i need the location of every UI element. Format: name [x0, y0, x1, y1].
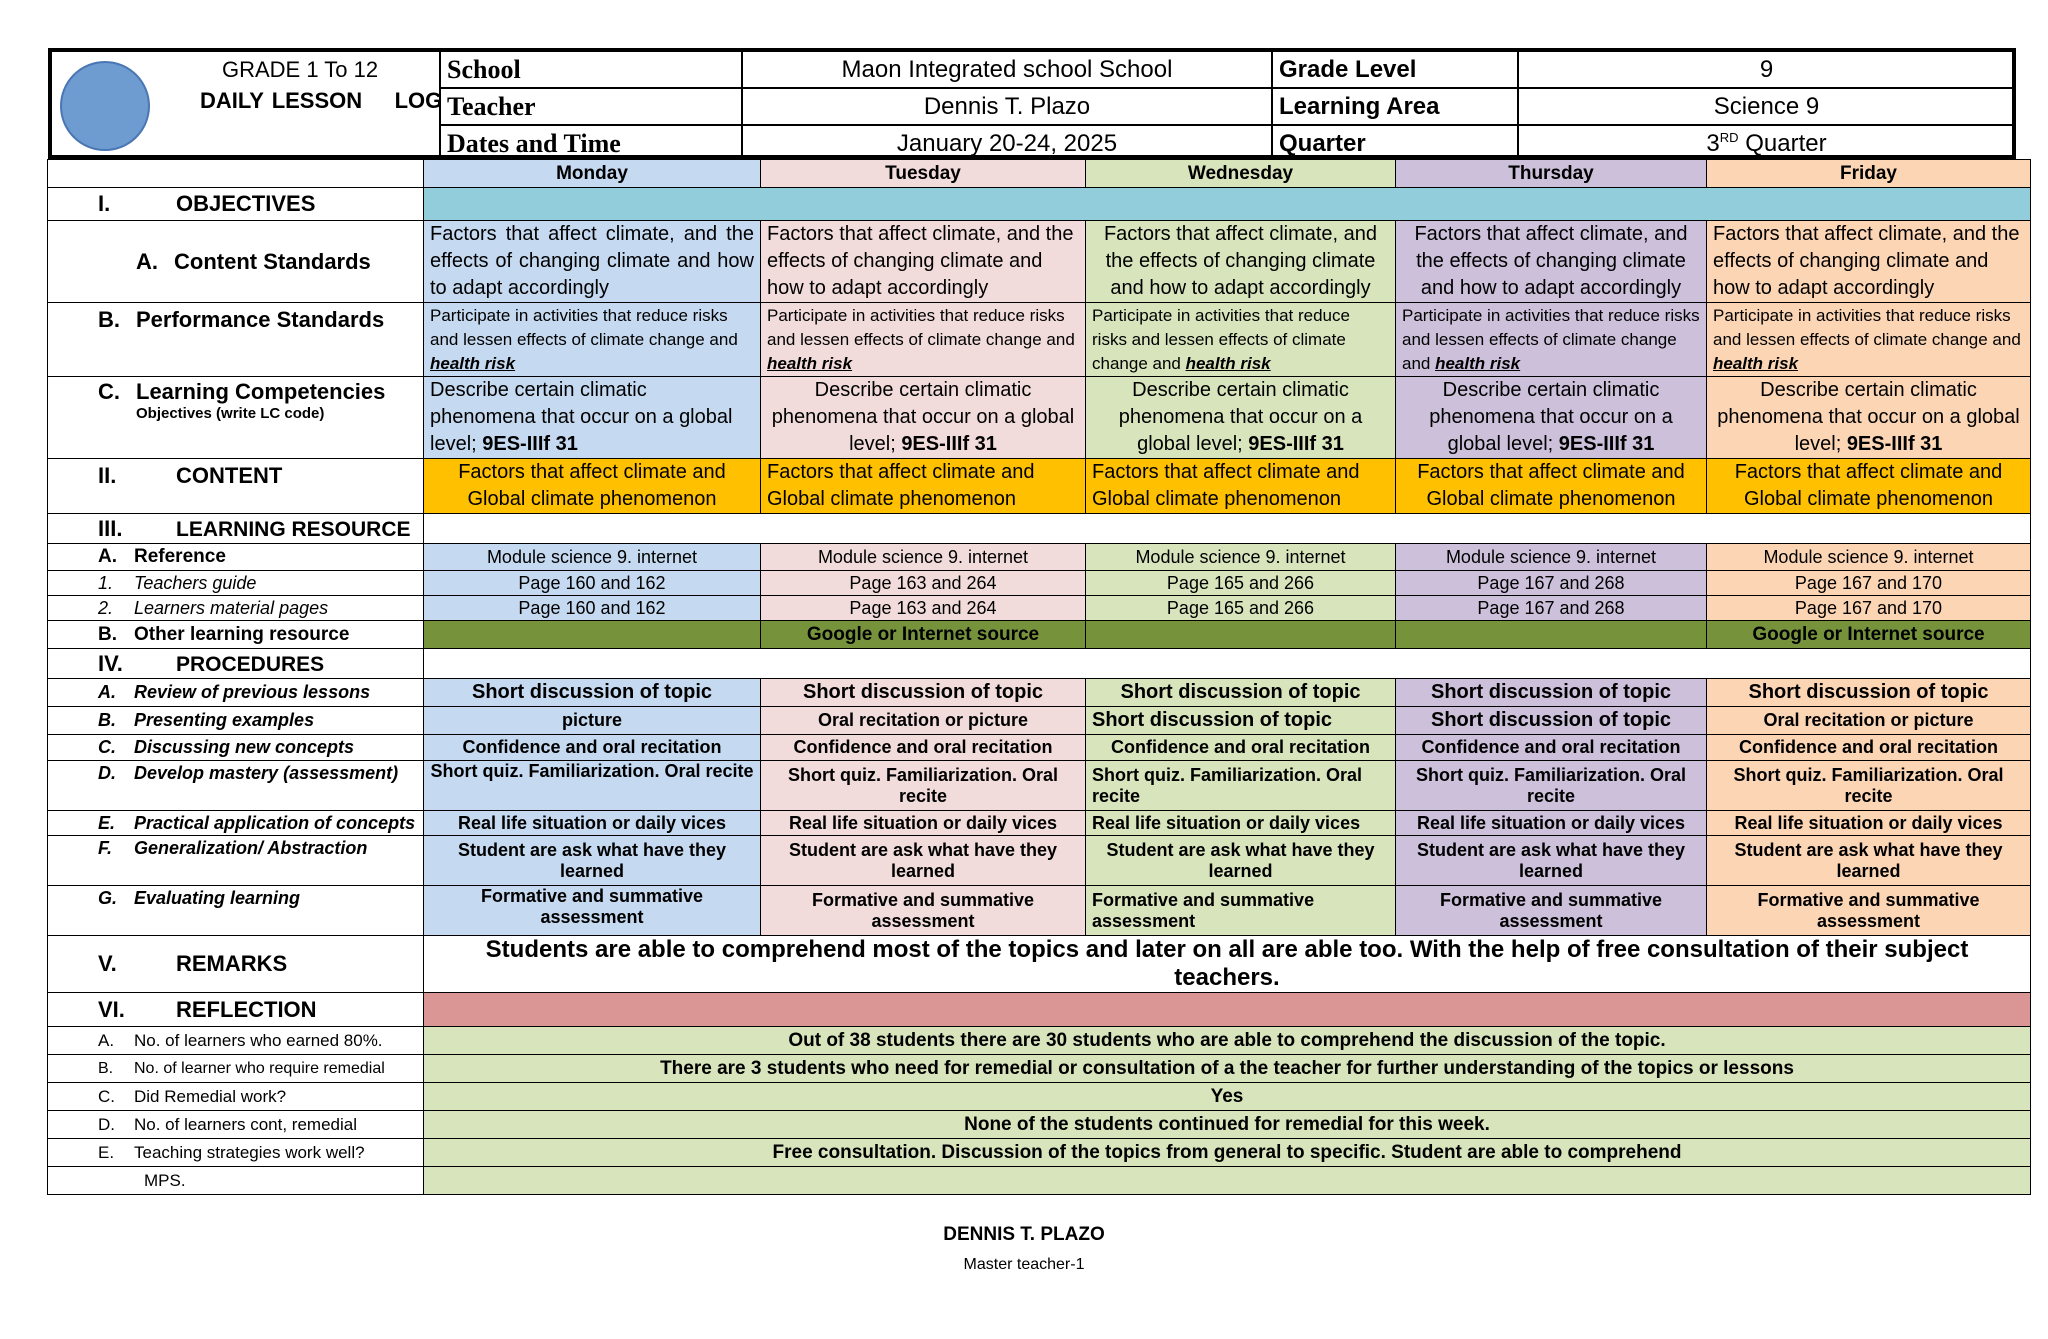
reflection-a-label: A. No. of learners who earned 80%. [48, 1027, 424, 1055]
review-tuesday: Short discussion of topic [761, 679, 1086, 707]
tg-friday: Page 167 and 170 [1707, 571, 2031, 596]
dates-label: Dates and Time [440, 125, 742, 162]
other-wednesday [1086, 621, 1396, 649]
reference-monday: Module science 9. internet [424, 544, 761, 571]
discuss-friday: Confidence and oral recitation [1707, 735, 2031, 761]
general-tuesday: Student are ask what have they learned [761, 836, 1086, 886]
procedures-band [424, 649, 2031, 679]
practical-monday: Real life situation or daily vices [424, 811, 761, 836]
content-heading: II. CONTENT [48, 459, 424, 514]
develop-wednesday: Short quiz. Familiarization. Oral recite [1086, 761, 1396, 811]
corner-cell [48, 160, 424, 188]
reference-tuesday: Module science 9. internet [761, 544, 1086, 571]
evaluate-thursday: Formative and summative assessment [1396, 886, 1707, 936]
practical-friday: Real life situation or daily vices [1707, 811, 2031, 836]
teacher-label: Teacher [440, 88, 742, 125]
perf-std-wednesday: Participate in activities that reduce risks and lessen effects of climate change and health risk [1086, 303, 1396, 377]
reflection-band [424, 993, 2031, 1027]
reference-thursday: Module science 9. internet [1396, 544, 1707, 571]
other-monday [424, 621, 761, 649]
general-thursday: Student are ask what have they learned [1396, 836, 1707, 886]
reflection-heading: VI. REFLECTION [48, 993, 424, 1027]
evaluate-tuesday: Formative and summative assessment [761, 886, 1086, 936]
day-header-tuesday: Tuesday [761, 160, 1086, 188]
proc-develop-label: D. Develop mastery (assessment) [48, 761, 424, 811]
reference-wednesday: Module science 9. internet [1086, 544, 1396, 571]
content-wednesday: Factors that affect climate and Global climate phenomenon [1086, 459, 1396, 514]
practical-thursday: Real life situation or daily vices [1396, 811, 1707, 836]
school-value: Maon Integrated school School [742, 51, 1272, 88]
objectives-heading: I. OBJECTIVES [48, 188, 424, 221]
reflection-e-value: Free consultation. Discussion of the topics from general to specific. Student are able to comprehend [424, 1139, 2031, 1167]
reflection-e-label: E. Teaching strategies work well? [48, 1139, 424, 1167]
remarks-heading: V. REMARKS [48, 936, 424, 993]
perf-std-tuesday: Participate in activities that reduce risks and lessen effects of climate change and health risk [761, 303, 1086, 377]
other-resource-label: B. Other learning resource [48, 621, 424, 649]
present-wednesday: Short discussion of topic [1086, 707, 1396, 735]
lm-tuesday: Page 163 and 264 [761, 596, 1086, 621]
develop-monday: Short quiz. Familiarization. Oral recite [424, 761, 761, 811]
other-tuesday: Google or Internet source [761, 621, 1086, 649]
learning-resource-band [424, 514, 2031, 544]
content-std-wednesday: Factors that affect climate, and the effects of changing climate and how to adapt accordingly [1086, 221, 1396, 303]
dll-label: DAILY LESSON LOG [200, 88, 443, 113]
general-friday: Student are ask what have they learned [1707, 836, 2031, 886]
lesson-table [47, 159, 2031, 1195]
present-thursday: Short discussion of topic [1396, 707, 1707, 735]
reflection-c-value: Yes [424, 1083, 2031, 1111]
lc-monday: Describe certain climatic phenomena that occur on a global level; 9ES-IIIf 31 [424, 377, 761, 459]
discuss-wednesday: Confidence and oral recitation [1086, 735, 1396, 761]
content-friday: Factors that affect climate and Global climate phenomenon [1707, 459, 2031, 514]
quarter-label: Quarter [1272, 125, 1518, 162]
reflection-b-value: There are 3 students who need for remedial or consultation of a the teacher for further understanding of the topics or lessons [424, 1055, 2031, 1083]
review-thursday: Short discussion of topic [1396, 679, 1707, 707]
learning-area-value: Science 9 [1518, 88, 2015, 125]
review-friday: Short discussion of topic [1707, 679, 2031, 707]
reference-label: A. Reference [48, 544, 424, 571]
grade-level-label: Grade Level [1272, 51, 1518, 88]
mps-label: MPS. [48, 1167, 424, 1195]
tg-thursday: Page 167 and 268 [1396, 571, 1707, 596]
review-monday: Short discussion of topic [424, 679, 761, 707]
learning-competencies-label: C. Learning Competencies Objectives (write LC code) [48, 377, 424, 459]
perf-std-thursday: Participate in activities that reduce risks and lessen effects of climate change and health risk [1396, 303, 1707, 377]
header-info-table [439, 50, 2016, 163]
discuss-tuesday: Confidence and oral recitation [761, 735, 1086, 761]
content-tuesday: Factors that affect climate and Global climate phenomenon [761, 459, 1086, 514]
proc-presenting-label: B. Presenting examples [48, 707, 424, 735]
mps-value [424, 1167, 2031, 1195]
day-header-wednesday: Wednesday [1086, 160, 1396, 188]
signature-name: DENNIS T. PLAZO [943, 1224, 1105, 1245]
lc-friday: Describe certain climatic phenomena that occur on a global level; 9ES-IIIf 31 [1707, 377, 2031, 459]
other-friday: Google or Internet source [1707, 621, 2031, 649]
day-header-monday: Monday [424, 160, 761, 188]
reflection-d-label: D. No. of learners cont, remedial [48, 1111, 424, 1139]
develop-thursday: Short quiz. Familiarization. Oral recite [1396, 761, 1707, 811]
proc-evaluating-label: G. Evaluating learning [48, 886, 424, 936]
objectives-band [424, 188, 2031, 221]
learners-material-label: 2. Learners material pages [48, 596, 424, 621]
quarter-value: 3RD Quarter [1518, 125, 2015, 162]
evaluate-friday: Formative and summative assessment [1707, 886, 2031, 936]
perf-std-monday: Participate in activities that reduce risks and lessen effects of climate change and health risk [424, 303, 761, 377]
content-thursday: Factors that affect climate and Global climate phenomenon [1396, 459, 1707, 514]
performance-standards-label: B. Performance Standards [48, 303, 424, 377]
day-header-thursday: Thursday [1396, 160, 1707, 188]
content-standards-label: A. Content Standards [48, 221, 424, 303]
lm-thursday: Page 167 and 268 [1396, 596, 1707, 621]
reflection-b-label: B. No. of learner who require remedial [48, 1055, 424, 1083]
content-std-tuesday: Factors that affect climate, and the effects of changing climate and how to adapt accordingly [761, 221, 1086, 303]
discuss-monday: Confidence and oral recitation [424, 735, 761, 761]
teacher-value: Dennis T. Plazo [742, 88, 1272, 125]
grade-label: GRADE 1 To 12 [222, 57, 379, 82]
tg-monday: Page 160 and 162 [424, 571, 761, 596]
lm-monday: Page 160 and 162 [424, 596, 761, 621]
learning-area-label: Learning Area [1272, 88, 1518, 125]
signature-role: Master teacher-1 [963, 1256, 1085, 1273]
proc-review-label: A. Review of previous lessons [48, 679, 424, 707]
remarks-text: Students are able to comprehend most of the topics and later on all are able too. With the help of free consultation of their subject teachers. [424, 936, 2031, 993]
proc-generalization-label: F. Generalization/ Abstraction [48, 836, 424, 886]
practical-wednesday: Real life situation or daily vices [1086, 811, 1396, 836]
reflection-c-label: C. Did Remedial work? [48, 1083, 424, 1111]
develop-friday: Short quiz. Familiarization. Oral recite [1707, 761, 2031, 811]
grade-level-value: 9 [1518, 51, 2015, 88]
evaluate-wednesday: Formative and summative assessment [1086, 886, 1396, 936]
lm-wednesday: Page 165 and 266 [1086, 596, 1396, 621]
lc-wednesday: Describe certain climatic phenomena that occur on a global level; 9ES-IIIf 31 [1086, 377, 1396, 459]
general-monday: Student are ask what have they learned [424, 836, 761, 886]
learning-resource-heading: III. LEARNING RESOURCE [48, 514, 424, 544]
lc-tuesday: Describe certain climatic phenomena that occur on a global level; 9ES-IIIf 31 [761, 377, 1086, 459]
procedures-heading: IV. PROCEDURES [48, 649, 424, 679]
perf-std-friday: Participate in activities that reduce risks and lessen effects of climate change and health risk [1707, 303, 2031, 377]
lm-friday: Page 167 and 170 [1707, 596, 2031, 621]
content-monday: Factors that affect climate and Global climate phenomenon [424, 459, 761, 514]
tg-wednesday: Page 165 and 266 [1086, 571, 1396, 596]
content-std-friday: Factors that affect climate, and the effects of changing climate and how to adapt accordingly [1707, 221, 2031, 303]
present-friday: Oral recitation or picture [1707, 707, 2031, 735]
discuss-thursday: Confidence and oral recitation [1396, 735, 1707, 761]
practical-tuesday: Real life situation or daily vices [761, 811, 1086, 836]
school-label: School [440, 51, 742, 88]
lc-thursday: Describe certain climatic phenomena that occur on a global level; 9ES-IIIf 31 [1396, 377, 1707, 459]
dates-value: January 20-24, 2025 [742, 125, 1272, 162]
proc-discussing-label: C. Discussing new concepts [48, 735, 424, 761]
reference-friday: Module science 9. internet [1707, 544, 2031, 571]
develop-tuesday: Short quiz. Familiarization. Oral recite [761, 761, 1086, 811]
tg-tuesday: Page 163 and 264 [761, 571, 1086, 596]
content-std-monday: Factors that affect climate, and the effects of changing climate and how to adapt accordingly [424, 221, 761, 303]
teachers-guide-label: 1. Teachers guide [48, 571, 424, 596]
general-wednesday: Student are ask what have they learned [1086, 836, 1396, 886]
other-thursday [1396, 621, 1707, 649]
reflection-a-value: Out of 38 students there are 30 students who are able to comprehend the discussion of the topic. [424, 1027, 2031, 1055]
review-wednesday: Short discussion of topic [1086, 679, 1396, 707]
proc-practical-label: E. Practical application of concepts [48, 811, 424, 836]
present-monday: picture [424, 707, 761, 735]
reflection-d-value: None of the students continued for remedial for this week. [424, 1111, 2031, 1139]
present-tuesday: Oral recitation or picture [761, 707, 1086, 735]
day-header-friday: Friday [1707, 160, 2031, 188]
evaluate-monday: Formative and summative assessment [424, 886, 761, 936]
content-std-thursday: Factors that affect climate, and the effects of changing climate and how to adapt accordingly [1396, 221, 1707, 303]
school-logo-circle [60, 61, 150, 151]
